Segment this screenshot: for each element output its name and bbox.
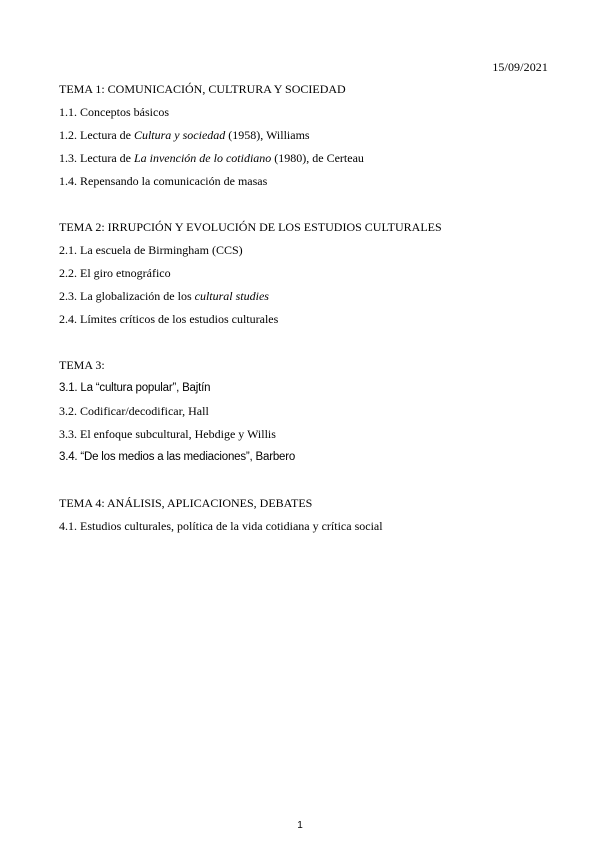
book-title: Cultura y sociedad	[133, 128, 226, 142]
item-prefix: 2.3. La globalización de los	[59, 289, 195, 303]
section-heading: TEMA 1: COMUNICACIÓN, CULTRURA Y SOCIEDAD	[59, 82, 346, 96]
section-heading: TEMA 4: ANÁLISIS, APLICACIONES, DEBATES	[59, 496, 313, 510]
section-heading: TEMA 2: IRRUPCIÓN Y EVOLUCIÓN DE LOS ESTUDIOS CULTURALES	[59, 220, 442, 234]
list-item-3-4: 3.4. “De los medios a las mediaciones”, Barbero	[59, 451, 296, 463]
section-tema-3	[59, 354, 295, 469]
item-suffix: (1980), de Certeau	[271, 151, 364, 165]
list-item-3-3: 3.3. El enfoque subcultural, Hebdige y Willis	[59, 427, 276, 441]
section-tema-2	[59, 216, 442, 331]
list-item-1-1: 1.1. Conceptos básicos	[59, 105, 169, 119]
list-item-3-1: 3.1. La “cultura popular”, Bajtín	[59, 382, 211, 394]
document-date: 15/09/2021	[492, 60, 548, 74]
section-tema-4	[59, 492, 383, 538]
list-item-2-4: 2.4. Límites críticos de los estudios culturales	[59, 312, 279, 326]
page-number: 1	[297, 820, 303, 831]
italic-term: cultural studies	[194, 289, 269, 303]
list-item-2-1: 2.1. La escuela de Birmingham (CCS)	[59, 243, 243, 257]
section-tema-1	[59, 78, 364, 193]
list-item-2-2: 2.2. El giro etnográfico	[59, 266, 171, 280]
item-prefix: 1.3. Lectura de	[59, 151, 134, 165]
book-title: La invención de lo cotidiano	[133, 151, 272, 165]
section-heading: TEMA 3:	[59, 358, 105, 372]
list-item-3-2: 3.2. Codificar/decodificar, Hall	[59, 404, 209, 418]
item-prefix: 1.2. Lectura de	[59, 128, 134, 142]
list-item-1-4: 1.4. Repensando la comunicación de masas	[59, 174, 268, 188]
list-item-4-1: 4.1. Estudios culturales, política de la vida cotidiana y crítica social	[59, 519, 383, 533]
list-item-2-3	[59, 285, 442, 308]
list-item-1-2	[59, 124, 364, 147]
list-item-1-3	[59, 147, 364, 170]
item-suffix: (1958), Williams	[225, 128, 310, 142]
